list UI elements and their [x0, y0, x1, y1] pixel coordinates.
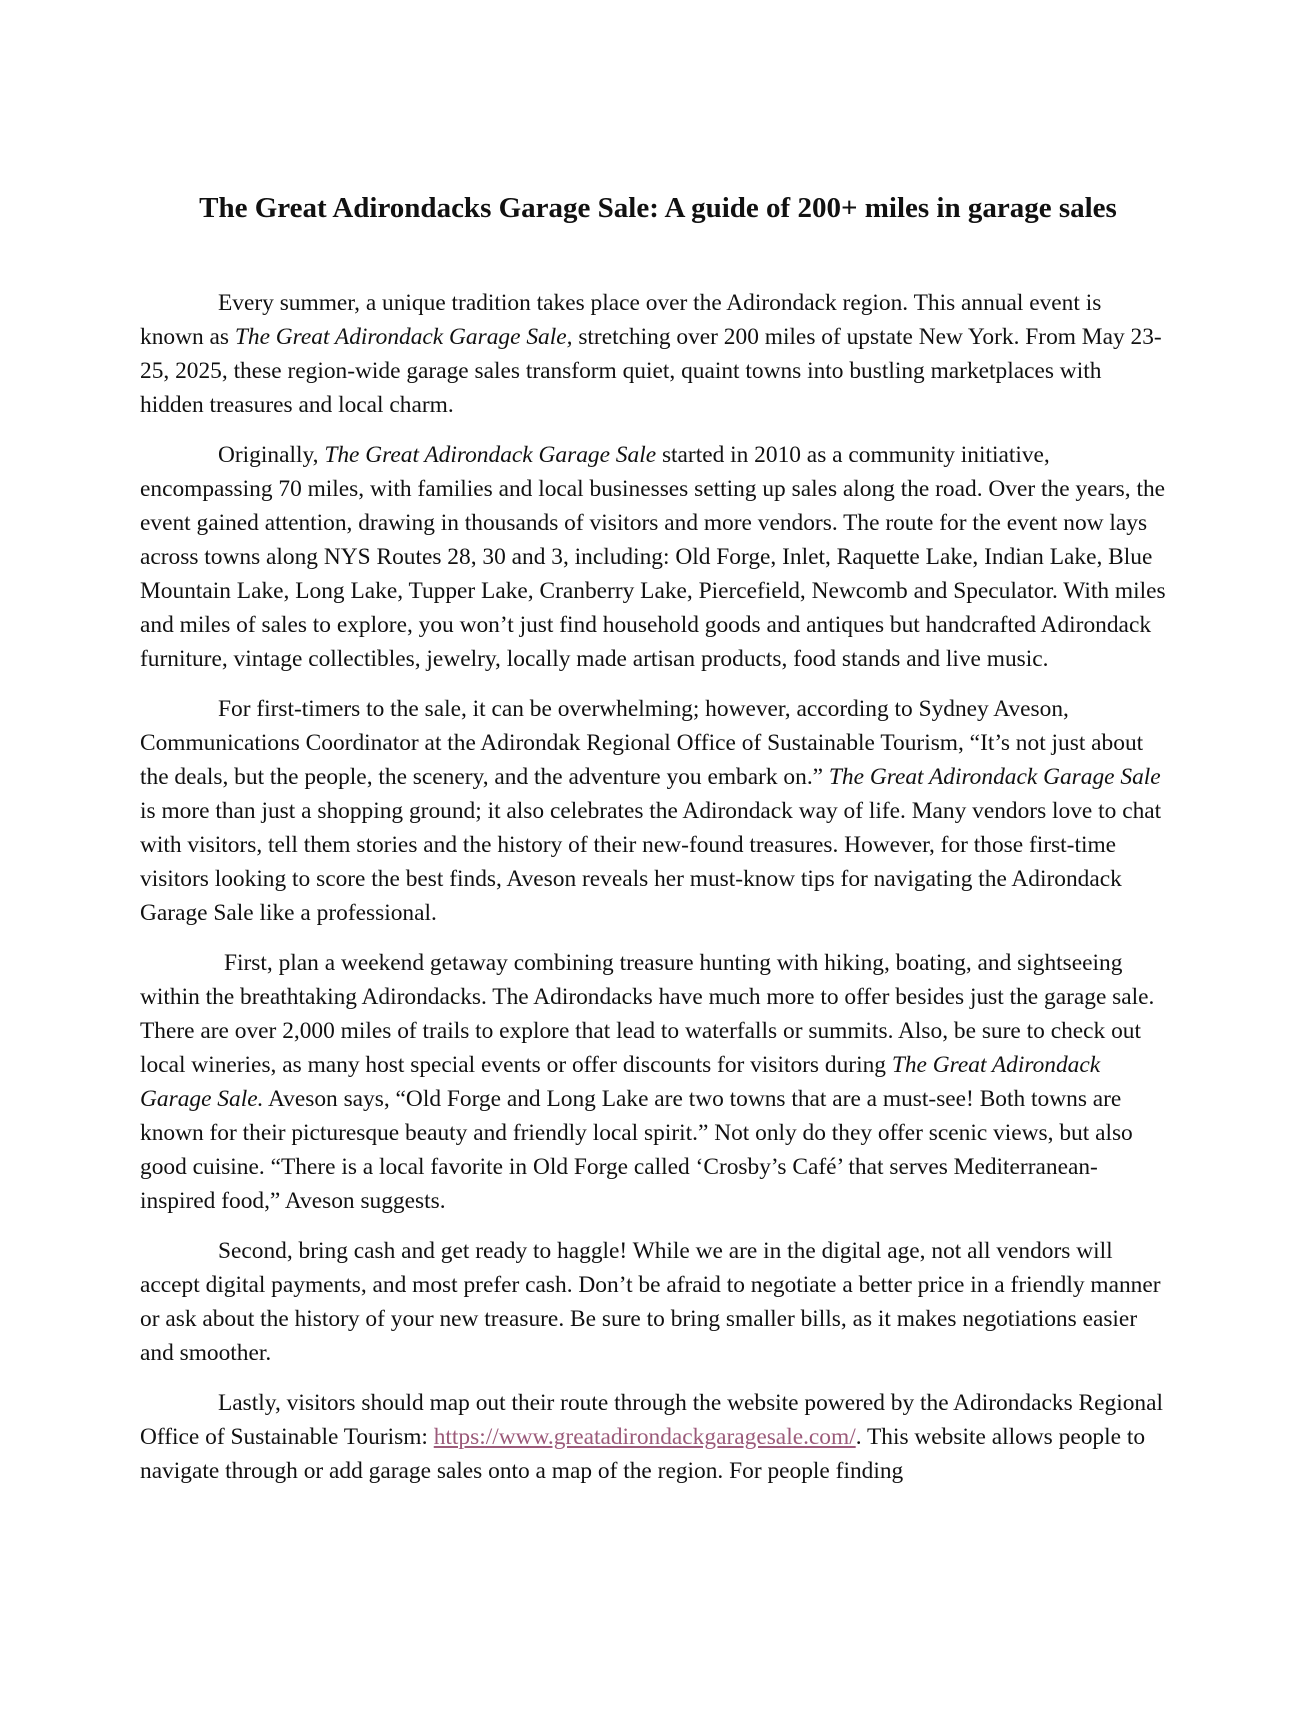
- paragraph-text: . This website allows people to navigate through or add garage sales onto a map of the region. For people finding: [140, 1424, 1146, 1484]
- paragraph-intro: [140, 286, 1170, 422]
- document-title: The Great Adirondacks Garage Sale: A guide of 200+ miles in garage sales: [199, 192, 1117, 224]
- event-name-italic: The Great Adirondack Garage Sale: [324, 442, 657, 468]
- event-name-italic: The Great Adirondack Garage Sale: [828, 764, 1161, 790]
- event-name-italic: The Great Adirondack Garage Sale.: [140, 1052, 1101, 1112]
- paragraph-history: [140, 438, 1170, 676]
- event-name-italic: The Great Adirondack Garage Sale,: [234, 324, 573, 350]
- paragraph-tip-first: [140, 946, 1170, 1218]
- paragraph-first-timers: [140, 692, 1170, 930]
- paragraph-text: started in 2010 as a community initiative, encompassing 70 miles, with families and local businesses setting up sales along the road. Over the years, the event gained attention, drawing in thousands of visitors and more vendors. The route for the event now lays across towns along NYS Routes 28, 30 and 3, including: Old Forge, Inlet, Raquette Lake, Indian Lake, Blue Mountain Lake, Long Lake, Tupper Lake, Cranberry Lake, Piercefield, Newcomb and Speculator. With miles and miles of sales to explore, you won’t just find household goods and antiques but handcrafted Adirondack furniture, vintage collectibles, jewelry, locally made artisan products, food stands and live music.: [140, 442, 1166, 672]
- paragraph-text: is more than just a shopping ground; it also celebrates the Adirondack way of life. Many vendors love to chat with visitors, tell them stories and the history of their new-found treasures. However, for those first-time visitors looking to score the best finds, Aveson reveals her must-know tips for navigating the Adirondack Garage Sale like a professional.: [140, 798, 1162, 926]
- paragraph-text: First, plan a weekend getaway combining treasure hunting with hiking, boating, and sightseeing within the breathtaking Adirondacks. The Adirondacks have much more to offer besides just the garage sale. There are over 2,000 miles of trails to explore that lead to waterfalls or summits. Also, be sure to check out local wineries, as many host special events or offer discounts for visitors during: [140, 950, 1155, 1078]
- paragraph-text: Every summer, a unique tradition takes place over the Adirondack region. This annual event is known as: [140, 290, 1102, 350]
- paragraph-text: For first-timers to the sale, it can be overwhelming; however, according to Sydney Aveson, Communications Coordinator at the Adirondak Regional Office of Sustainable Tourism, “It’s not just about the deals, but the people, the scenery, and the adventure you embark on.”: [140, 696, 1144, 790]
- paragraph-text: Lastly, visitors should map out their route through the website powered by the Adirondacks Regional Office of Sustainable Tourism:: [140, 1390, 1163, 1450]
- paragraph-text: Second, bring cash and get ready to haggle! While we are in the digital age, not all vendors will accept digital payments, and most prefer cash. Don’t be afraid to negotiate a better price in a friendly manner or ask about the history of your new treasure. Be sure to bring smaller bills, as it makes negotiations easier and smoother.: [140, 1238, 1161, 1366]
- paragraph-text: Originally,: [218, 442, 325, 468]
- paragraph-tip-second: [140, 1234, 1170, 1370]
- paragraph-text: Aveson says, “Old Forge and Long Lake are two towns that are a must-see! Both towns are known for their picturesque beauty and friendly local spirit.” Not only do they offer scenic views, but also good cuisine. “There is a local favorite in Old Forge called ‘Crosby’s Café’ that serves Mediterranean-inspired food,” Aveson suggests.: [140, 1086, 1133, 1214]
- paragraph-tip-lastly: [140, 1386, 1170, 1488]
- website-link[interactable]: https://www.greatadirondackgaragesale.com/: [433, 1424, 856, 1450]
- paragraph-text: stretching over 200 miles of upstate New York. From May 23-25, 2025, these region-wide garage sales transform quiet, quaint towns into bustling marketplaces with hidden treasures and local charm.: [140, 324, 1162, 418]
- document-body: [140, 286, 1170, 1504]
